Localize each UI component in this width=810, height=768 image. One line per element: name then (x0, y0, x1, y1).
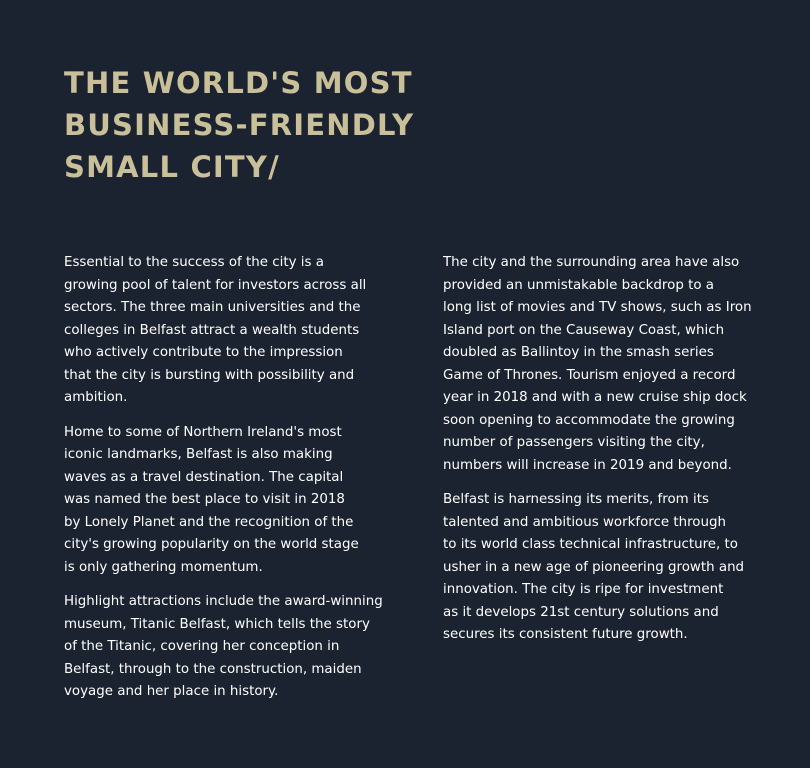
text-line: voyage and her place in history. (64, 684, 279, 699)
text-line: waves as a travel destination. The capital (64, 469, 344, 485)
text-line: number of passengers visiting the city, (443, 435, 705, 450)
text-line: secures its consistent future growth. (443, 627, 688, 642)
page-title (64, 62, 484, 188)
paragraph-tourism (443, 252, 788, 477)
text-line: Home to some of Northern Ireland's most (64, 424, 342, 440)
text-line: Belfast is harnessing its merits, from its (443, 492, 709, 507)
text-line: of the Titanic, covering her conception in (64, 639, 340, 654)
text-line: to its world class technical infrastructure, to (443, 537, 738, 552)
paragraph-attractions (64, 591, 409, 704)
text-line: The city and the surrounding area have also (443, 255, 740, 270)
text-line: soon opening to accommodate the growing (443, 412, 735, 428)
text-line: usher in a new age of pioneering growth and (443, 559, 745, 575)
text-line: iconic landmarks, Belfast is also making (64, 447, 333, 462)
text-line: sectors. The three main universities and the (64, 300, 361, 315)
paragraph-landmarks (64, 422, 409, 580)
text-line: year in 2018 and with a new cruise ship dock (443, 390, 747, 405)
text-line: Island port on the Causeway Coast, which (443, 322, 725, 338)
title-line: BUSINESS-FRIENDLY (64, 108, 415, 142)
text-line: city's growing popularity on the world stage (64, 537, 359, 552)
text-line: ambition. (64, 390, 128, 405)
text-line: that the city is bursting with possibility and (64, 367, 355, 383)
text-line: doubled as Ballintoy in the smash series (443, 345, 714, 360)
text-line: Game of Thrones. Tourism enjoyed a record (443, 367, 736, 383)
paragraph-talent (64, 252, 409, 410)
text-line: by Lonely Planet and the recognition of the (64, 514, 354, 530)
text-line: was named the best place to visit in 2018 (64, 492, 345, 507)
text-line: numbers will increase in 2019 and beyond. (443, 457, 732, 473)
text-line: growing pool of talent for investors across all (64, 277, 367, 293)
left-column (64, 252, 409, 716)
text-line: innovation. The city is ripe for investment (443, 582, 724, 597)
text-line: long list of movies and TV shows, such as Iron (443, 300, 752, 315)
right-column (443, 252, 788, 659)
text-line: Belfast, through to the construction, maiden (64, 661, 362, 677)
title-line: SMALL CITY/ (64, 150, 280, 184)
text-line: who actively contribute to the impression (64, 345, 343, 360)
text-line: Highlight attractions include the award-winning (64, 594, 383, 609)
text-line: Essential to the success of the city is a (64, 255, 324, 270)
text-line: as it develops 21st century solutions and (443, 604, 719, 620)
text-line: is only gathering momentum. (64, 559, 263, 575)
text-line: talented and ambitious workforce through (443, 514, 726, 530)
title-line: THE WORLD'S MOST (64, 66, 413, 100)
text-line: provided an unmistakable backdrop to a (443, 277, 714, 293)
text-line: colleges in Belfast attract a wealth students (64, 322, 360, 338)
text-line: museum, Titanic Belfast, which tells the story (64, 616, 370, 632)
paragraph-investment (443, 489, 788, 647)
